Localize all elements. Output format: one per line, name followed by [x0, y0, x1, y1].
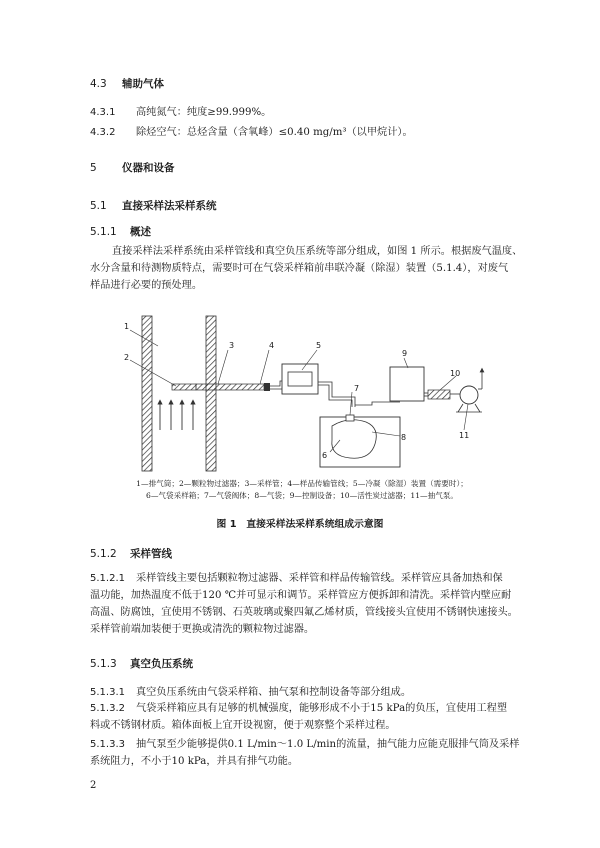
quick-connector — [264, 383, 270, 391]
page-number: 2 — [90, 780, 97, 791]
paragraph-line: 直接采样法采样系统由采样管线和真空负压系统等部分组成，如图 1 所示。根据废气温度、 — [112, 246, 523, 257]
paragraph-line: 高温、防腐蚀，宜使用不锈钢、石英玻璃或聚四氟乙烯材质，管线接头宜使用不锈钢快速接头。 — [90, 607, 518, 618]
figure-caption: 图 1 直接采样法采样系统组成示意图 — [216, 519, 384, 530]
section-4-3-heading — [90, 76, 510, 91]
section-number: 5.1 — [90, 200, 107, 212]
callout-9: 9 — [402, 349, 408, 358]
legend-line: 1—排气筒；2—颗粒物过滤器；3—采样管；4—样品传输管线；5—冷凝（除湿）装置（需要时）； — [136, 479, 468, 488]
section-5-1-heading — [90, 198, 510, 213]
callout-11: 11 — [459, 431, 470, 440]
item-text: 采样管线主要包括颗粒物过滤器、采样管和样品传输管线。采样管应具备加热和保 — [136, 573, 503, 584]
callout-7: 7 — [354, 384, 360, 393]
paragraph-line: 料或不锈钢材质。箱体面板上宜开设视窗，便于观察整个采样过程。 — [90, 720, 396, 731]
item-4-3-1 — [90, 103, 510, 118]
callout-6: 6 — [322, 451, 328, 460]
paragraph-line — [90, 570, 515, 587]
callout-8: 8 — [401, 433, 407, 442]
paragraph-line: 水分含量和待测物质特点，需要时可在气袋采样箱前串联冷凝（除湿）装置（5.1.4），对废气 — [90, 263, 509, 274]
paragraph-5-1-2-1 — [90, 570, 518, 638]
section-title: 真空负压系统 — [130, 658, 193, 670]
section-number: 4.3 — [90, 78, 107, 90]
callout-1: 1 — [124, 322, 130, 331]
item-text: 抽气泵至少能够提供0.1 L/min～1.0 L/min的流量，抽气能力应能克服排气筒及采样 — [136, 739, 520, 750]
section-5-heading — [90, 160, 510, 175]
sampling-pipe — [196, 384, 264, 390]
item-number: 5.1.3.2 — [90, 703, 125, 714]
section-5-1-1-heading — [90, 224, 510, 239]
paragraph-line: 采样管前端加装便于更换或清洗的颗粒物过滤器。 — [90, 624, 315, 635]
gas-bag — [332, 420, 376, 458]
section-number: 5.1.3 — [90, 658, 117, 670]
item-text: 真空负压系统由气袋采样箱、抽气泵和控制设备等部分组成。 — [136, 687, 412, 698]
bag-valve — [346, 415, 354, 421]
exhaust-stack — [142, 316, 216, 471]
section-title: 辅助气体 — [122, 78, 164, 90]
gas-flow-arrows — [160, 402, 193, 430]
callout-2: 2 — [124, 353, 130, 362]
bag-sampling-box — [320, 415, 400, 467]
paragraph-line: 样品进行必要的预处理。 — [90, 280, 203, 291]
legend-line: 6—气袋采样箱；7—气袋阀体；8—气袋；9—控制设备；10—活性炭过滤器；11—抽气泵。 — [145, 491, 459, 500]
section-title: 采样管线 — [130, 548, 172, 560]
item-number: 5.1.2.1 — [90, 573, 125, 584]
section-title: 直接采样法采样系统 — [122, 200, 217, 212]
paragraph-line — [90, 700, 515, 717]
figure-legend — [92, 478, 512, 502]
section-title: 仪器和设备 — [122, 162, 175, 174]
particulate-filter — [172, 384, 196, 390]
callout-3: 3 — [229, 341, 235, 350]
sampling-system-diagram — [110, 312, 510, 472]
callout-4: 4 — [269, 341, 275, 350]
control-device — [390, 367, 424, 401]
paragraph-5-1-1 — [90, 243, 523, 294]
activated-carbon-filter — [428, 390, 450, 399]
item-text: 气袋采样箱应具有足够的机械强度，能够形成不小于15 kPa的负压，宜使用工程塑 — [136, 703, 508, 714]
section-number: 5.1.2 — [90, 548, 117, 560]
item-5-1-3-1 — [90, 683, 510, 698]
item-number: 4.3.1 — [90, 107, 116, 118]
paragraph-line: 温功能，加热温度不低于120 ℃并可显示和调节。采样管应方便拆卸和清洗。采样管内壁应耐 — [90, 590, 512, 601]
item-number: 4.3.2 — [90, 127, 116, 138]
section-5-1-3-heading — [90, 656, 510, 671]
section-number: 5.1.1 — [90, 226, 117, 238]
item-text: 高纯氮气：纯度≥99.999%。 — [136, 107, 272, 118]
item-text: 除烃空气：总烃含量（含氧峰）≤0.40 mg/m³（以甲烷计）。 — [136, 127, 413, 138]
section-number: 5 — [90, 162, 97, 174]
item-number: 5.1.3.1 — [90, 687, 125, 698]
item-number: 5.1.3.3 — [90, 739, 125, 750]
item-4-3-2 — [90, 123, 510, 138]
section-title: 概述 — [130, 226, 151, 238]
paragraph-line — [90, 736, 520, 753]
callout-10: 10 — [450, 369, 461, 378]
callout-5: 5 — [316, 341, 322, 350]
paragraph-5-1-3-2 — [90, 700, 515, 734]
paragraph-5-1-3-3 — [90, 736, 520, 770]
paragraph-line: 系统阻力，不小于10 kPa，并具有排气功能。 — [90, 756, 299, 767]
section-5-1-2-heading — [90, 546, 510, 561]
condenser-unit — [282, 364, 318, 394]
